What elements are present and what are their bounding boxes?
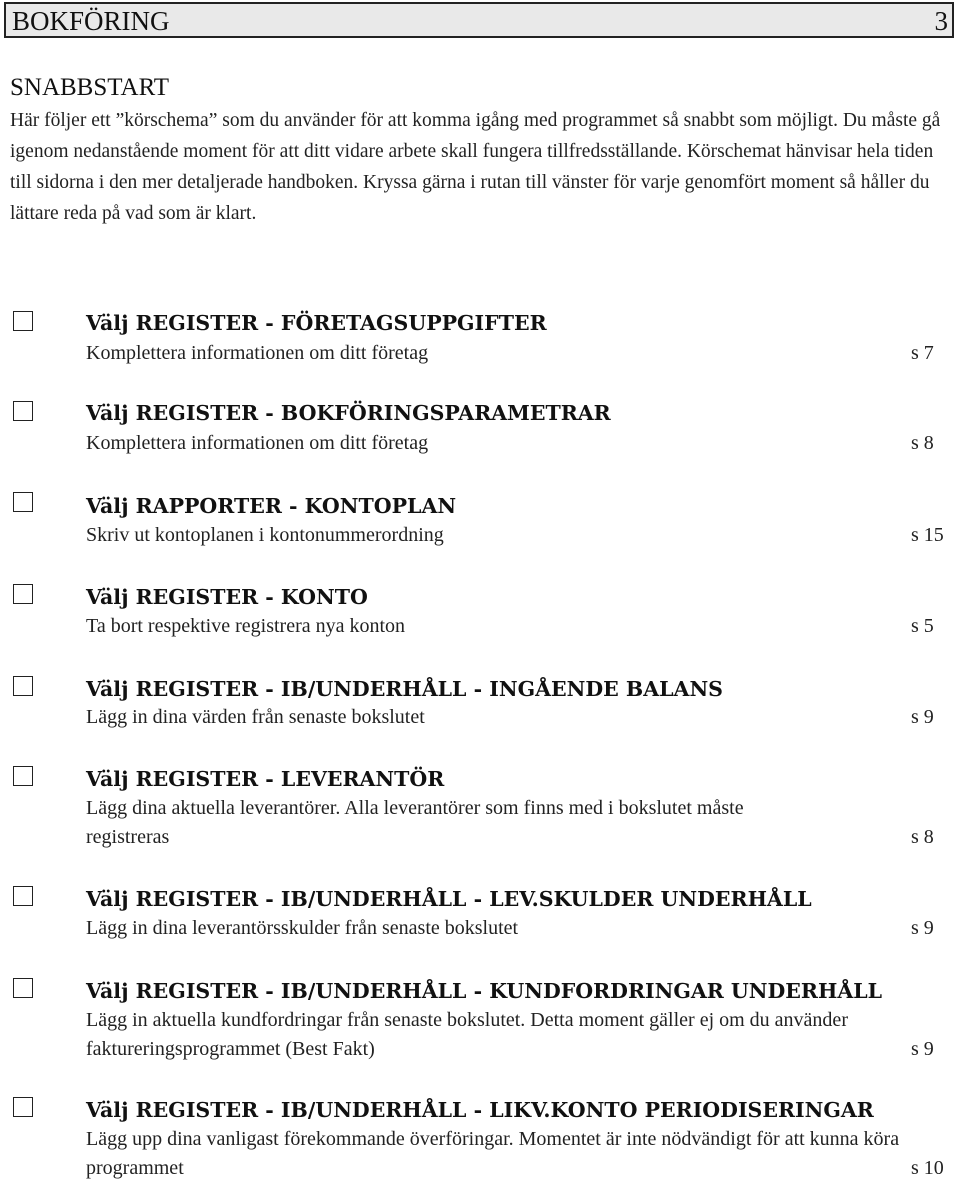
header-bar xyxy=(4,2,954,38)
item-title: Välj REGISTER - IB/UNDERHÅLL - LEV.SKULDER UNDERHÅLL xyxy=(86,887,812,911)
item-title: Välj RAPPORTER - KONTOPLAN xyxy=(86,494,457,518)
document-title: BOKFÖRING xyxy=(12,6,170,36)
item-description: Lägg in aktuella kundfordringar från senaste bokslutet. Detta moment gäller ej om du använder faktureringsprogrammet (Best Fakt) xyxy=(86,1009,848,1060)
checkbox[interactable] xyxy=(13,311,33,331)
item-title: Välj REGISTER - FÖRETAGSUPPGIFTER xyxy=(86,311,547,335)
item-title: Välj REGISTER - IB/UNDERHÅLL - LIKV.KONTO PERIODISERINGAR xyxy=(86,1098,874,1122)
page-reference: s 9 xyxy=(911,917,934,939)
checkbox[interactable] xyxy=(13,766,33,786)
page-reference: s 8 xyxy=(911,826,934,848)
page-reference: s 10 xyxy=(911,1157,944,1179)
checkbox[interactable] xyxy=(13,1097,33,1117)
page-number: 3 xyxy=(934,6,948,36)
item-description: Lägg dina aktuella leverantörer. Alla leverantörer som finns med i bokslutet måste registreras xyxy=(86,797,744,848)
item-description: Komplettera informationen om ditt företag xyxy=(86,432,429,454)
item-title: Välj REGISTER - KONTO xyxy=(86,585,368,609)
item-description: Lägg in dina leverantörsskulder från senaste bokslutet xyxy=(86,917,519,939)
item-title: Välj REGISTER - IB/UNDERHÅLL - KUNDFORDRINGAR UNDERHÅLL xyxy=(86,979,883,1003)
page-reference: s 8 xyxy=(911,432,934,454)
checkbox[interactable] xyxy=(13,492,33,512)
intro-paragraph: Här följer ett ”körschema” som du använder för att komma igång med programmet så snabbt som möjligt. Du måste gå igenom nedanstående moment för att ditt vidare arbete skall fungera tillfredsställande. Körschemat hänvisar hela tiden till sidorna i den mer detaljerade handboken. Kryssa gärna i rutan till vänster för varje genomfört moment så håller du lättare reda på vad som är klart. xyxy=(10,110,941,224)
checkbox[interactable] xyxy=(13,978,33,998)
page-reference: s 9 xyxy=(911,1038,934,1060)
item-title: Välj REGISTER - BOKFÖRINGSPARAMETRAR xyxy=(86,401,611,425)
item-title: Välj REGISTER - IB/UNDERHÅLL - INGÅENDE BALANS xyxy=(86,677,723,701)
page-reference: s 5 xyxy=(911,615,934,637)
checkbox[interactable] xyxy=(13,401,33,421)
checkbox[interactable] xyxy=(13,584,33,604)
checkbox[interactable] xyxy=(13,676,33,696)
page-reference: s 7 xyxy=(911,342,934,364)
page-reference: s 9 xyxy=(911,706,934,728)
item-description: Komplettera informationen om ditt företag xyxy=(86,342,429,364)
item-title: Välj REGISTER - LEVERANTÖR xyxy=(86,767,445,791)
checkbox[interactable] xyxy=(13,886,33,906)
item-description: Lägg upp dina vanligast förekommande överföringar. Momentet är inte nödvändigt för att kunna köra programmet xyxy=(86,1128,900,1179)
section-title: SNABBSTART xyxy=(10,74,170,101)
item-description: Ta bort respektive registrera nya konton xyxy=(86,615,406,637)
item-description: Skriv ut kontoplanen i kontonummerordning xyxy=(86,524,444,546)
page-reference: s 15 xyxy=(911,524,944,546)
item-description: Lägg in dina värden från senaste bokslutet xyxy=(86,706,425,728)
